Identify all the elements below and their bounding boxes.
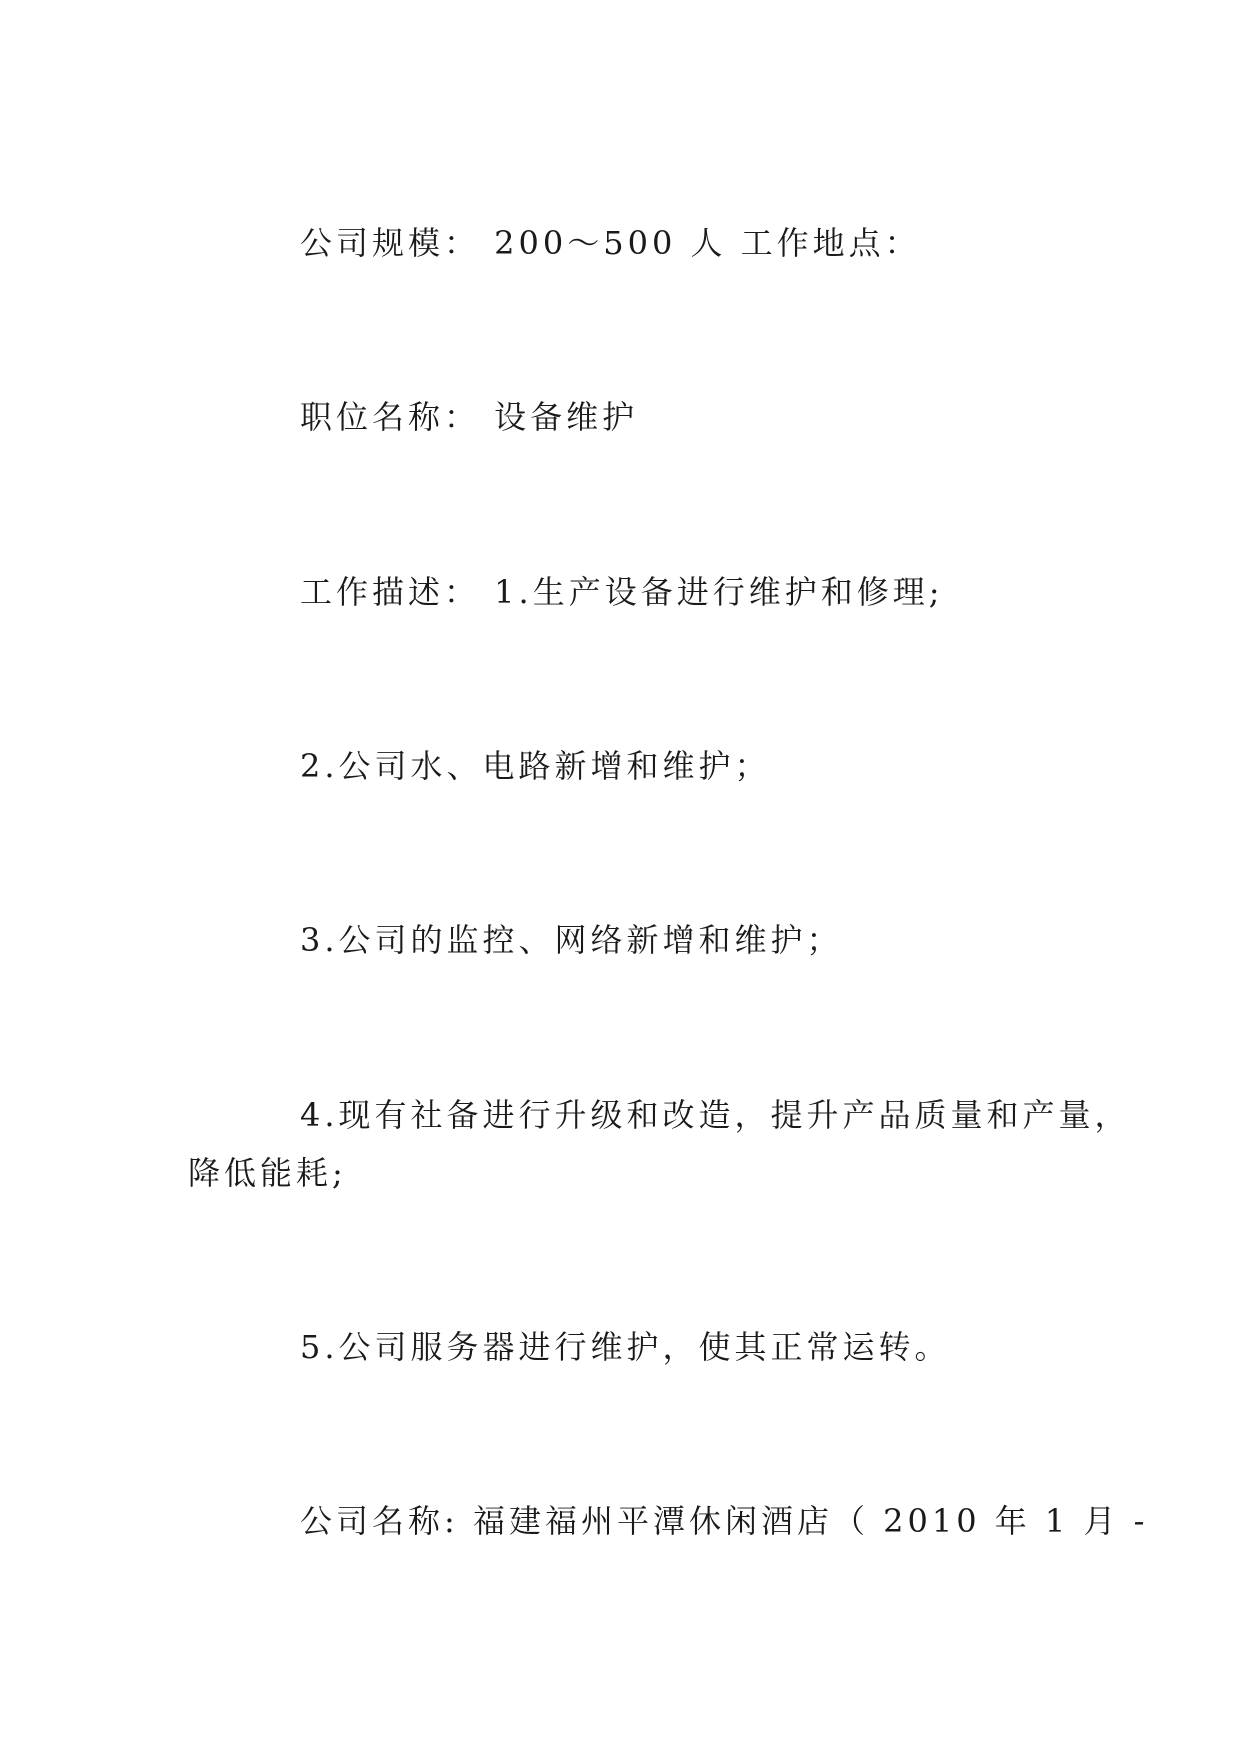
description-item-5: 5.公司服务器进行维护，使其正常运转。 bbox=[300, 1328, 951, 1366]
description-item-4-line-2: 降低能耗; bbox=[188, 1154, 347, 1192]
company-name-line: 公司名称: 福建福州平潭休闲酒店（ 2010 年 1 月 - bbox=[300, 1502, 1149, 1540]
description-item-2: 2.公司水、电路新增和维护； bbox=[300, 747, 771, 785]
description-item-3: 3.公司的监控、网络新增和维护； bbox=[300, 921, 843, 959]
description-item-4 bbox=[188, 1086, 1131, 1202]
job-description-line: 工作描述： 1.生产设备进行维护和修理; bbox=[300, 573, 944, 611]
company-scale-line: 公司规模： 200～500 人 工作地点： bbox=[300, 224, 921, 262]
job-title-line: 职位名称： 设备维护 bbox=[300, 398, 639, 436]
description-item-4-line-1: 4.现有社备进行升级和改造，提升产品质量和产量， bbox=[300, 1096, 1131, 1134]
